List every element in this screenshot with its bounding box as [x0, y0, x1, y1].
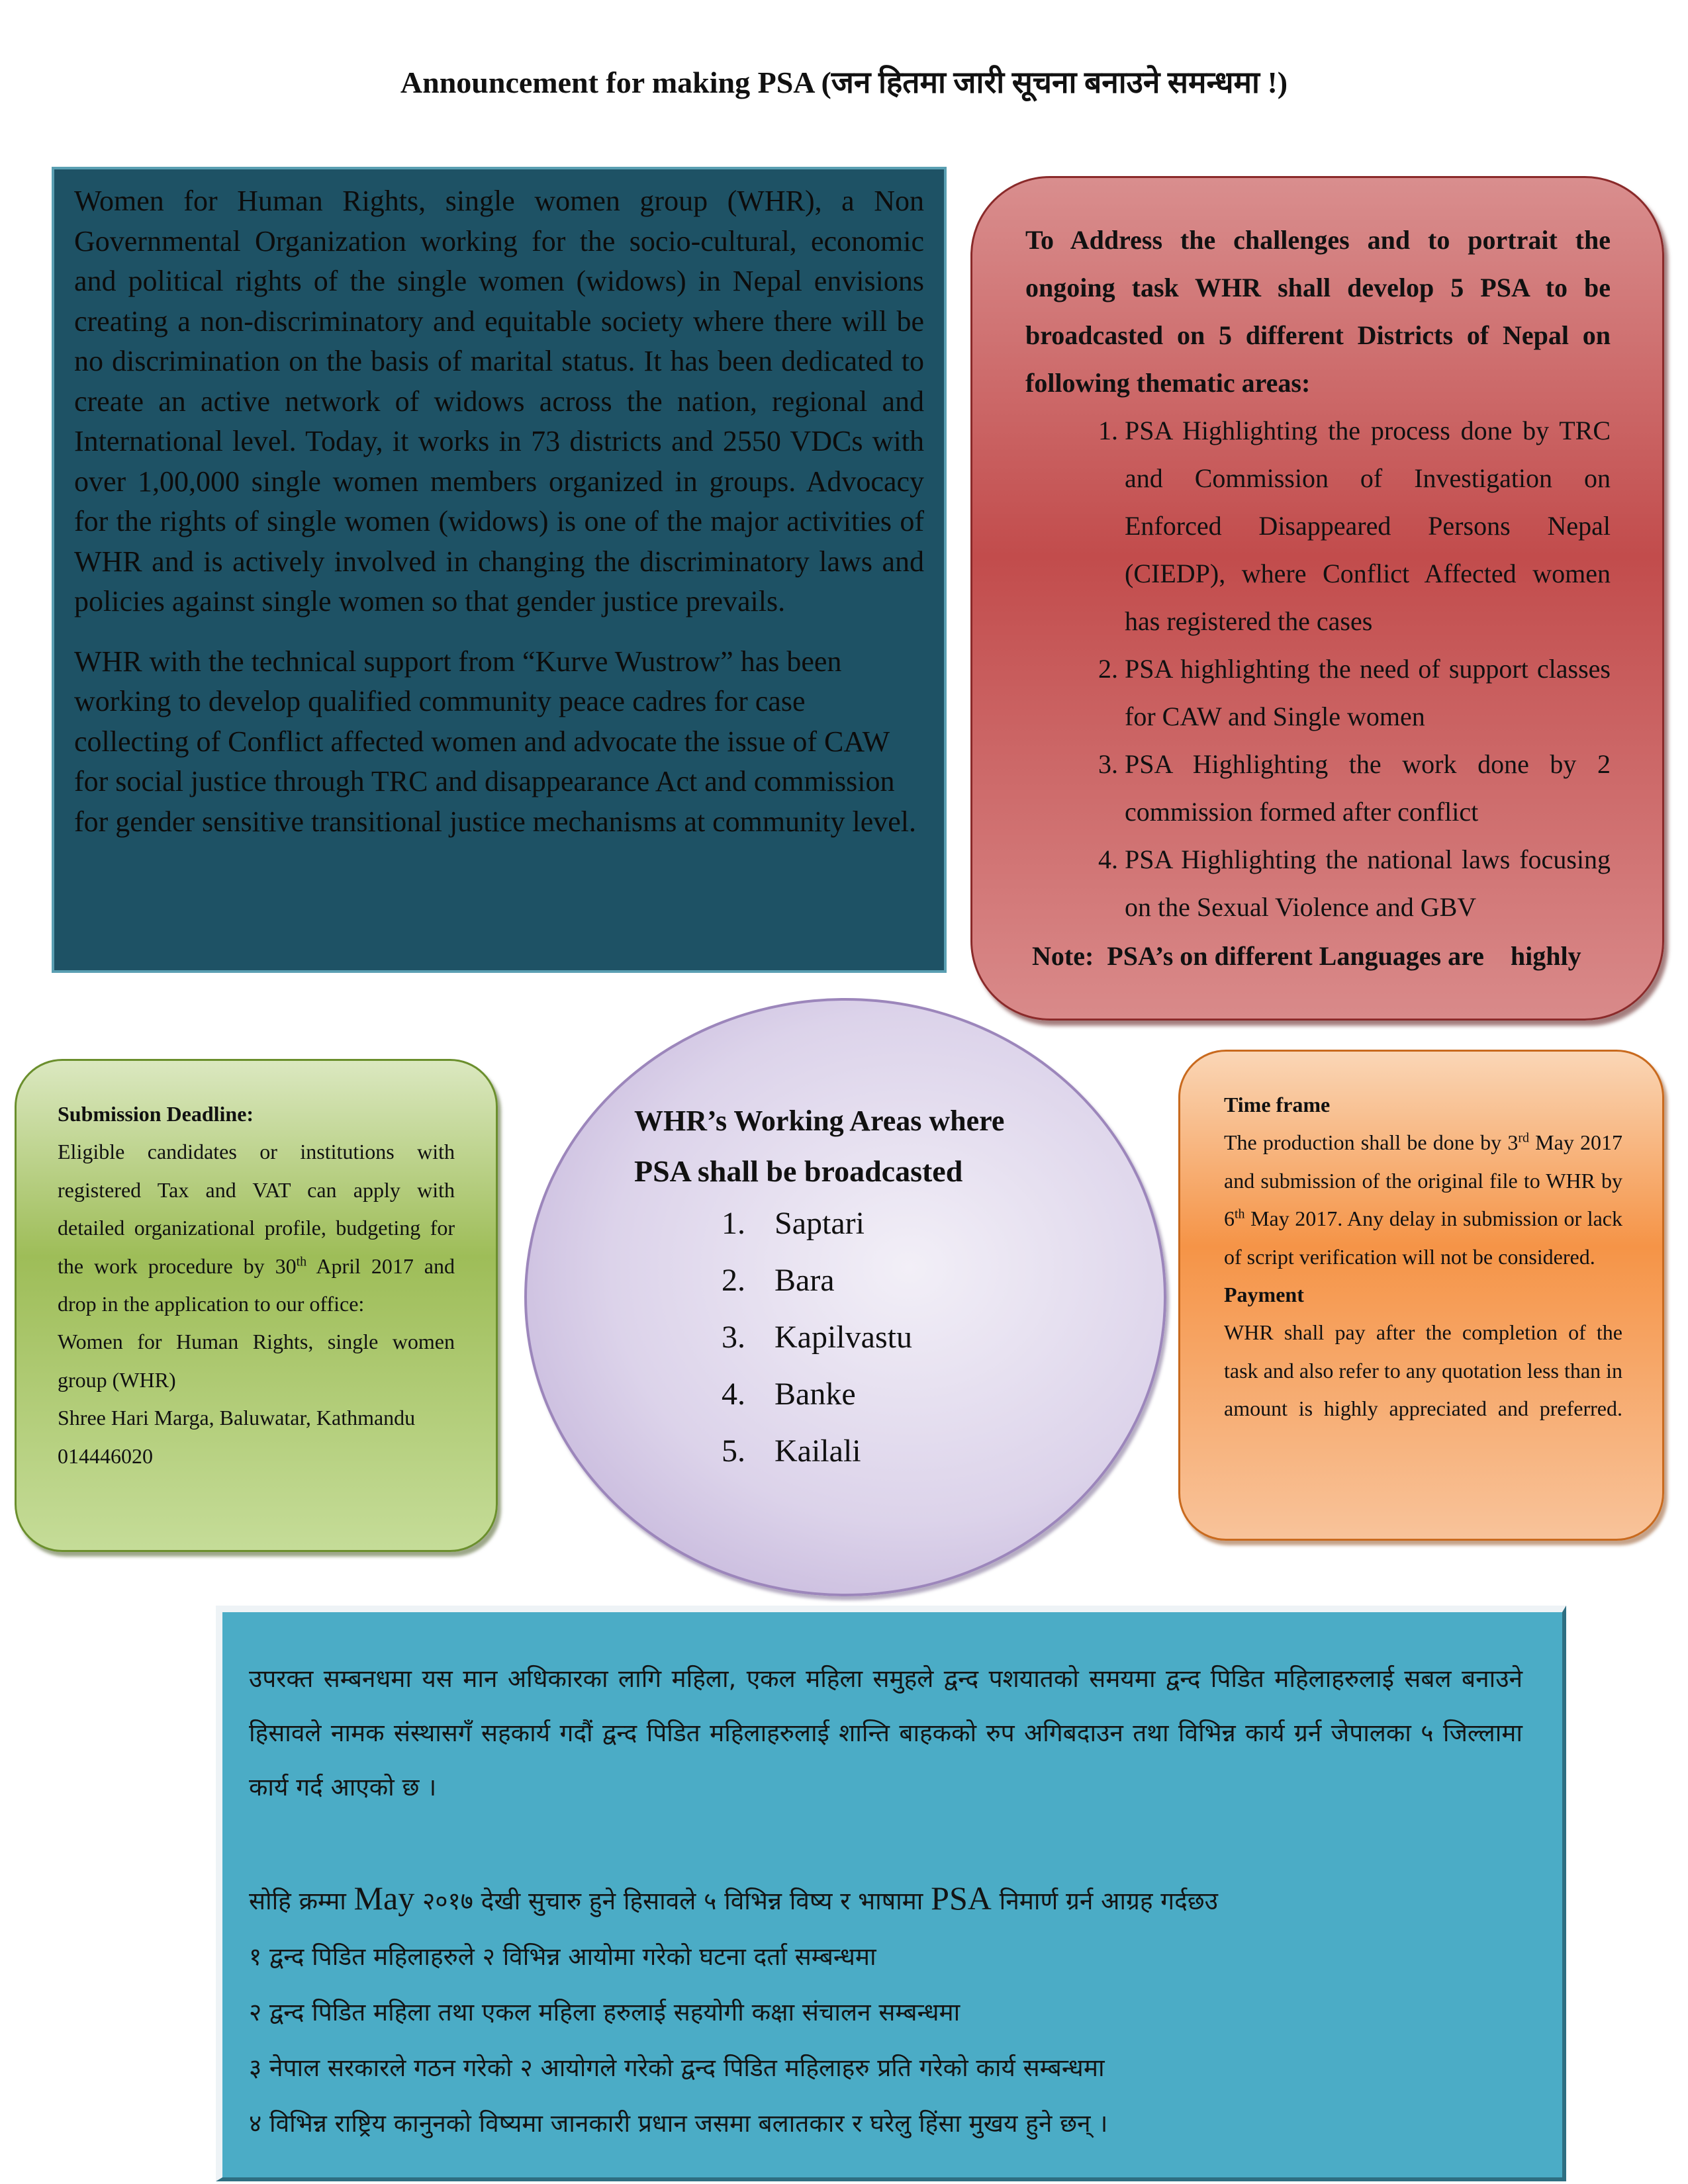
nepali-paragraph: उपरक्त सम्बनधमा यस मान अधिकारका लागि महिला, एकल महिला समुहले द्वन्द पशयातको समयमा द्वन्द पिडित महिलाहरुलाई सबल बनाउने हिसावले नामक संस्थासगँ सहकार्य गदौं द्वन्द पिडित महिलाहरुलाई शान्ति बाहकको रुप अगिबदाउन तथा विभिन्न कार्य ग्रर्न जेपालका ५ जिल्लामा कार्य गर्द आएको छ । [249, 1664, 1523, 1801]
district-list [722, 1195, 912, 1480]
intro-paragraph-1: Women for Human Rights, single women group (WHR), a Non Governmental Organization working for the socio-cultural, economic and political rights of the single women (widows) in Nepal envisions creating a non-discriminatory and equitable society where there will be no discrimination on the basis of marital status. It has been dedicated to create an active network of widows across the nation, regional and International level. Today, it works in 73 districts and 2550 VDCs with over 1,00,000 single women members organized in groups. Advocacy for the rights of single women (widows) is one of the major activities of WHR and is actively involved in changing the discriminatory laws and policies against single women so that gender justice prevails. [74, 185, 924, 617]
thematic-list [1025, 407, 1611, 931]
district-item: 5. Kailali [722, 1433, 861, 1469]
languages-note: Note: PSA’s on different Languages are highly [1032, 941, 1581, 971]
working-areas-heading-line-2: PSA shall be broadcasted [634, 1154, 963, 1188]
deadline-heading: Submission Deadline: [58, 1102, 254, 1126]
thematic-item: 1. PSA Highlighting the process done by TRC and Commission of Investigation on Enforced Disappeared Persons Nepal (CIEDP), where Conflict Affected women has registered the cases [1125, 407, 1611, 645]
payment-heading: Payment [1224, 1283, 1304, 1307]
office-address: Shree Hari Marga, Baluwatar, Kathmandu [58, 1406, 416, 1430]
nepali-notice-box [216, 1606, 1566, 2181]
page-title: Announcement for making PSA (जन हितमा जारी सूचना बनाउने समन्धमा !) [400, 66, 1288, 99]
thematic-item: 4. PSA Highlighting the national laws focusing on the Sexual Violence and GBV [1125, 836, 1611, 931]
district-item: 4. Banke [722, 1377, 856, 1412]
nepali-topic-4: ४ विभिन्न राष्ट्रिय कानुनको विष्यमा जानकारी प्रधान जसमा बलातकार र घरेलु हिंसा मुखय हुने छन् । [249, 2109, 1108, 2138]
nepali-topic-2: २ द्वन्द पिडित महिला तथा एकल महिला हरुलाई सहयोगी कक्षा संचालन सम्बन्धमा [249, 1998, 961, 2026]
time-frame-box [1178, 1050, 1664, 1541]
office-phone: 014446020 [58, 1443, 153, 1468]
payment-text: WHR shall pay after the completion of the task and also refer to any quotation less than in amount is highly appreciated and preferred. [1224, 1320, 1622, 1421]
office-name: Women for Human Rights, single women group (WHR) [58, 1330, 455, 1392]
nepali-topic-1: १ द्वन्द पिडित महिलाहरुले २ विभिन्न आयोमा गरेको घटना दर्ता सम्बन्धमा [249, 1942, 876, 1971]
thematic-item: 2. PSA highlighting the need of support classes for CAW and Single women [1125, 645, 1611, 741]
working-areas-heading-line-1: WHR’s Working Areas where [634, 1105, 1005, 1137]
intro-box [52, 167, 947, 973]
time-frame-heading: Time frame [1224, 1093, 1331, 1116]
deadline-body: Eligible candidates or institutions with registered Tax and VAT can apply with detailed organizational profile, budgeting for the work procedure by 30th April 2017 and drop in the application to our office: [58, 1140, 455, 1316]
thematic-item: 3. PSA Highlighting the work done by 2 commission formed after conflict [1125, 741, 1611, 836]
district-item: 2. Bara [722, 1263, 835, 1298]
district-item: 3. Kapilvastu [722, 1320, 912, 1355]
working-areas-heading [634, 1096, 1098, 1197]
time-frame-text: The production shall be done by 3rd May 2017 and submission of the original file to WHR by 6th May 2017. Any delay in submission or lack of script verification will not be considered. [1224, 1130, 1622, 1269]
submission-deadline-box [15, 1059, 498, 1552]
district-item: 1. Saptari [722, 1206, 865, 1241]
nepali-request-line: सोहि क्रम्मा May २०१७ देखी सुचारु हुने हिसावले ५ विभिन्न विष्य र भाषामा PSA निमार्ण ग्रर्न आग्रह गर्दछउ [249, 1880, 1218, 1917]
nepali-topic-3: ३ नेपाल सरकारले गठन गरेको २ आयोगले गरेको द्वन्द पिडित महिलाहरु प्रति गरेको कार्य सम्बन्धमा [249, 2054, 1105, 2082]
thematic-areas-box [970, 176, 1664, 1021]
intro-paragraph-2: WHR with the technical support from “Kurve Wustrow” has been working to develop qualified community peace cadres for case collecting of Conflict affected women and advocate the issue of CAW for social justice through TRC and disappearance Act and commission for gender sensitive transitional justice mechanisms at community level. [74, 645, 917, 838]
thematic-lead: To Address the challenges and to portrait the ongoing task WHR shall develop 5 PSA to be broadcasted on 5 different Districts of Nepal on following thematic areas: [1025, 225, 1611, 398]
